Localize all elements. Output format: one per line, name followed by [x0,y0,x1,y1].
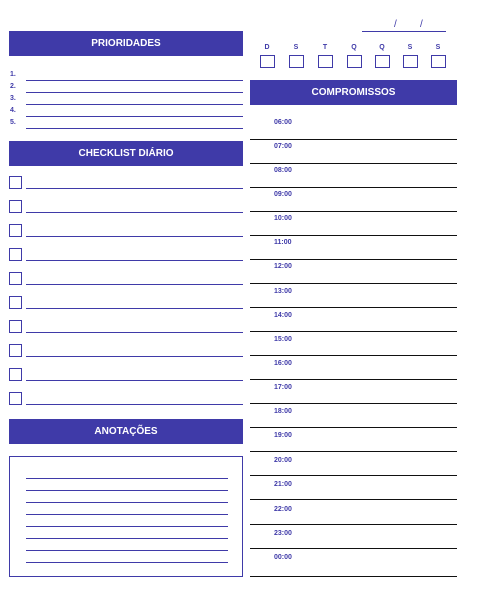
checklist-checkbox[interactable] [9,296,22,309]
time-slot-line[interactable] [250,475,457,476]
priorities-header: PRIORIDADES [9,31,243,56]
time-slot-line[interactable] [250,499,457,500]
checklist-checkbox[interactable] [9,392,22,405]
checklist-checkbox[interactable] [9,320,22,333]
time-slot-line[interactable] [250,307,457,308]
date-field[interactable] [362,19,446,32]
time-slot-line[interactable] [250,235,457,236]
checklist-line[interactable] [26,188,243,189]
time-slot-label: 06:00 [274,119,292,126]
priority-line[interactable] [26,92,243,93]
checklist-line[interactable] [26,260,243,261]
time-slot-line[interactable] [250,163,457,164]
time-slot-line[interactable] [250,548,457,549]
weekday-label: Q [379,44,385,51]
time-slot-label: 08:00 [274,167,292,174]
weekday-checkbox[interactable] [403,55,418,68]
time-slot-line[interactable] [250,211,457,212]
priority-line[interactable] [26,128,243,129]
note-line[interactable] [26,478,228,479]
priority-number: 4. [10,107,16,114]
priority-line[interactable] [26,104,243,105]
note-line[interactable] [26,562,228,563]
priority-line[interactable] [26,80,243,81]
time-slot-label: 23:00 [274,530,292,537]
time-slot-label: 07:00 [274,143,292,150]
notes-box[interactable] [9,456,243,577]
time-slot-line[interactable] [250,331,457,332]
time-slot-line[interactable] [250,451,457,452]
time-slot-line[interactable] [250,403,457,404]
time-slot-line[interactable] [250,187,457,188]
time-slot-label: 18:00 [274,408,292,415]
time-slot-label: 10:00 [274,215,292,222]
note-line[interactable] [26,502,228,503]
priority-line[interactable] [26,116,243,117]
time-slot-line[interactable] [250,355,457,356]
weekday-label: S [435,44,441,51]
time-slot-label: 00:00 [274,554,292,561]
weekday-checkbox[interactable] [375,55,390,68]
checklist-line[interactable] [26,404,243,405]
checklist-line[interactable] [26,380,243,381]
weekday-checkbox[interactable] [318,55,333,68]
checklist-checkbox[interactable] [9,368,22,381]
priority-number: 3. [10,95,16,102]
time-slot-label: 21:00 [274,481,292,488]
checklist-checkbox[interactable] [9,344,22,357]
weekday-checkbox[interactable] [289,55,304,68]
time-slot-line[interactable] [250,259,457,260]
weekday-label: T [322,44,328,51]
checklist-line[interactable] [26,356,243,357]
time-slot-label: 09:00 [274,191,292,198]
weekday-checkbox[interactable] [260,55,275,68]
checklist-line[interactable] [26,308,243,309]
note-line[interactable] [26,550,228,551]
weekday-label: D [264,44,270,51]
checklist-line[interactable] [26,236,243,237]
time-slot-label: 11:00 [274,239,292,246]
checklist-line[interactable] [26,284,243,285]
time-slot-label: 20:00 [274,457,292,464]
time-slot-line[interactable] [250,524,457,525]
weekday-label: S [407,44,413,51]
time-slot-line[interactable] [250,427,457,428]
time-slot-label: 17:00 [274,384,292,391]
weekday-label: S [293,44,299,51]
date-separator: / [420,19,423,30]
time-slot-label: 15:00 [274,336,292,343]
checklist-checkbox[interactable] [9,200,22,213]
priority-number: 5. [10,119,16,126]
checklist-checkbox[interactable] [9,224,22,237]
note-line[interactable] [26,514,228,515]
checklist-line[interactable] [26,332,243,333]
priority-number: 2. [10,83,16,90]
date-separator: / [394,19,397,30]
time-slot-line[interactable] [250,139,457,140]
time-slot-label: 13:00 [274,288,292,295]
weekday-label: Q [351,44,357,51]
note-line[interactable] [26,538,228,539]
checklist-header: CHECKLIST DIÁRIO [9,141,243,166]
checklist-checkbox[interactable] [9,248,22,261]
appointments-header: COMPROMISSOS [250,80,457,105]
weekday-checkbox[interactable] [347,55,362,68]
weekday-checkbox[interactable] [431,55,446,68]
checklist-checkbox[interactable] [9,272,22,285]
time-slot-line[interactable] [250,283,457,284]
time-slot-label: 12:00 [274,263,292,270]
time-slot-label: 19:00 [274,432,292,439]
notes-header: ANOTAÇÕES [9,419,243,444]
time-slot-label: 16:00 [274,360,292,367]
priority-number: 1. [10,71,16,78]
time-slot-line[interactable] [250,576,457,577]
time-slot-line[interactable] [250,379,457,380]
note-line[interactable] [26,490,228,491]
time-slot-label: 22:00 [274,506,292,513]
note-line[interactable] [26,526,228,527]
checklist-checkbox[interactable] [9,176,22,189]
checklist-line[interactable] [26,212,243,213]
time-slot-label: 14:00 [274,312,292,319]
